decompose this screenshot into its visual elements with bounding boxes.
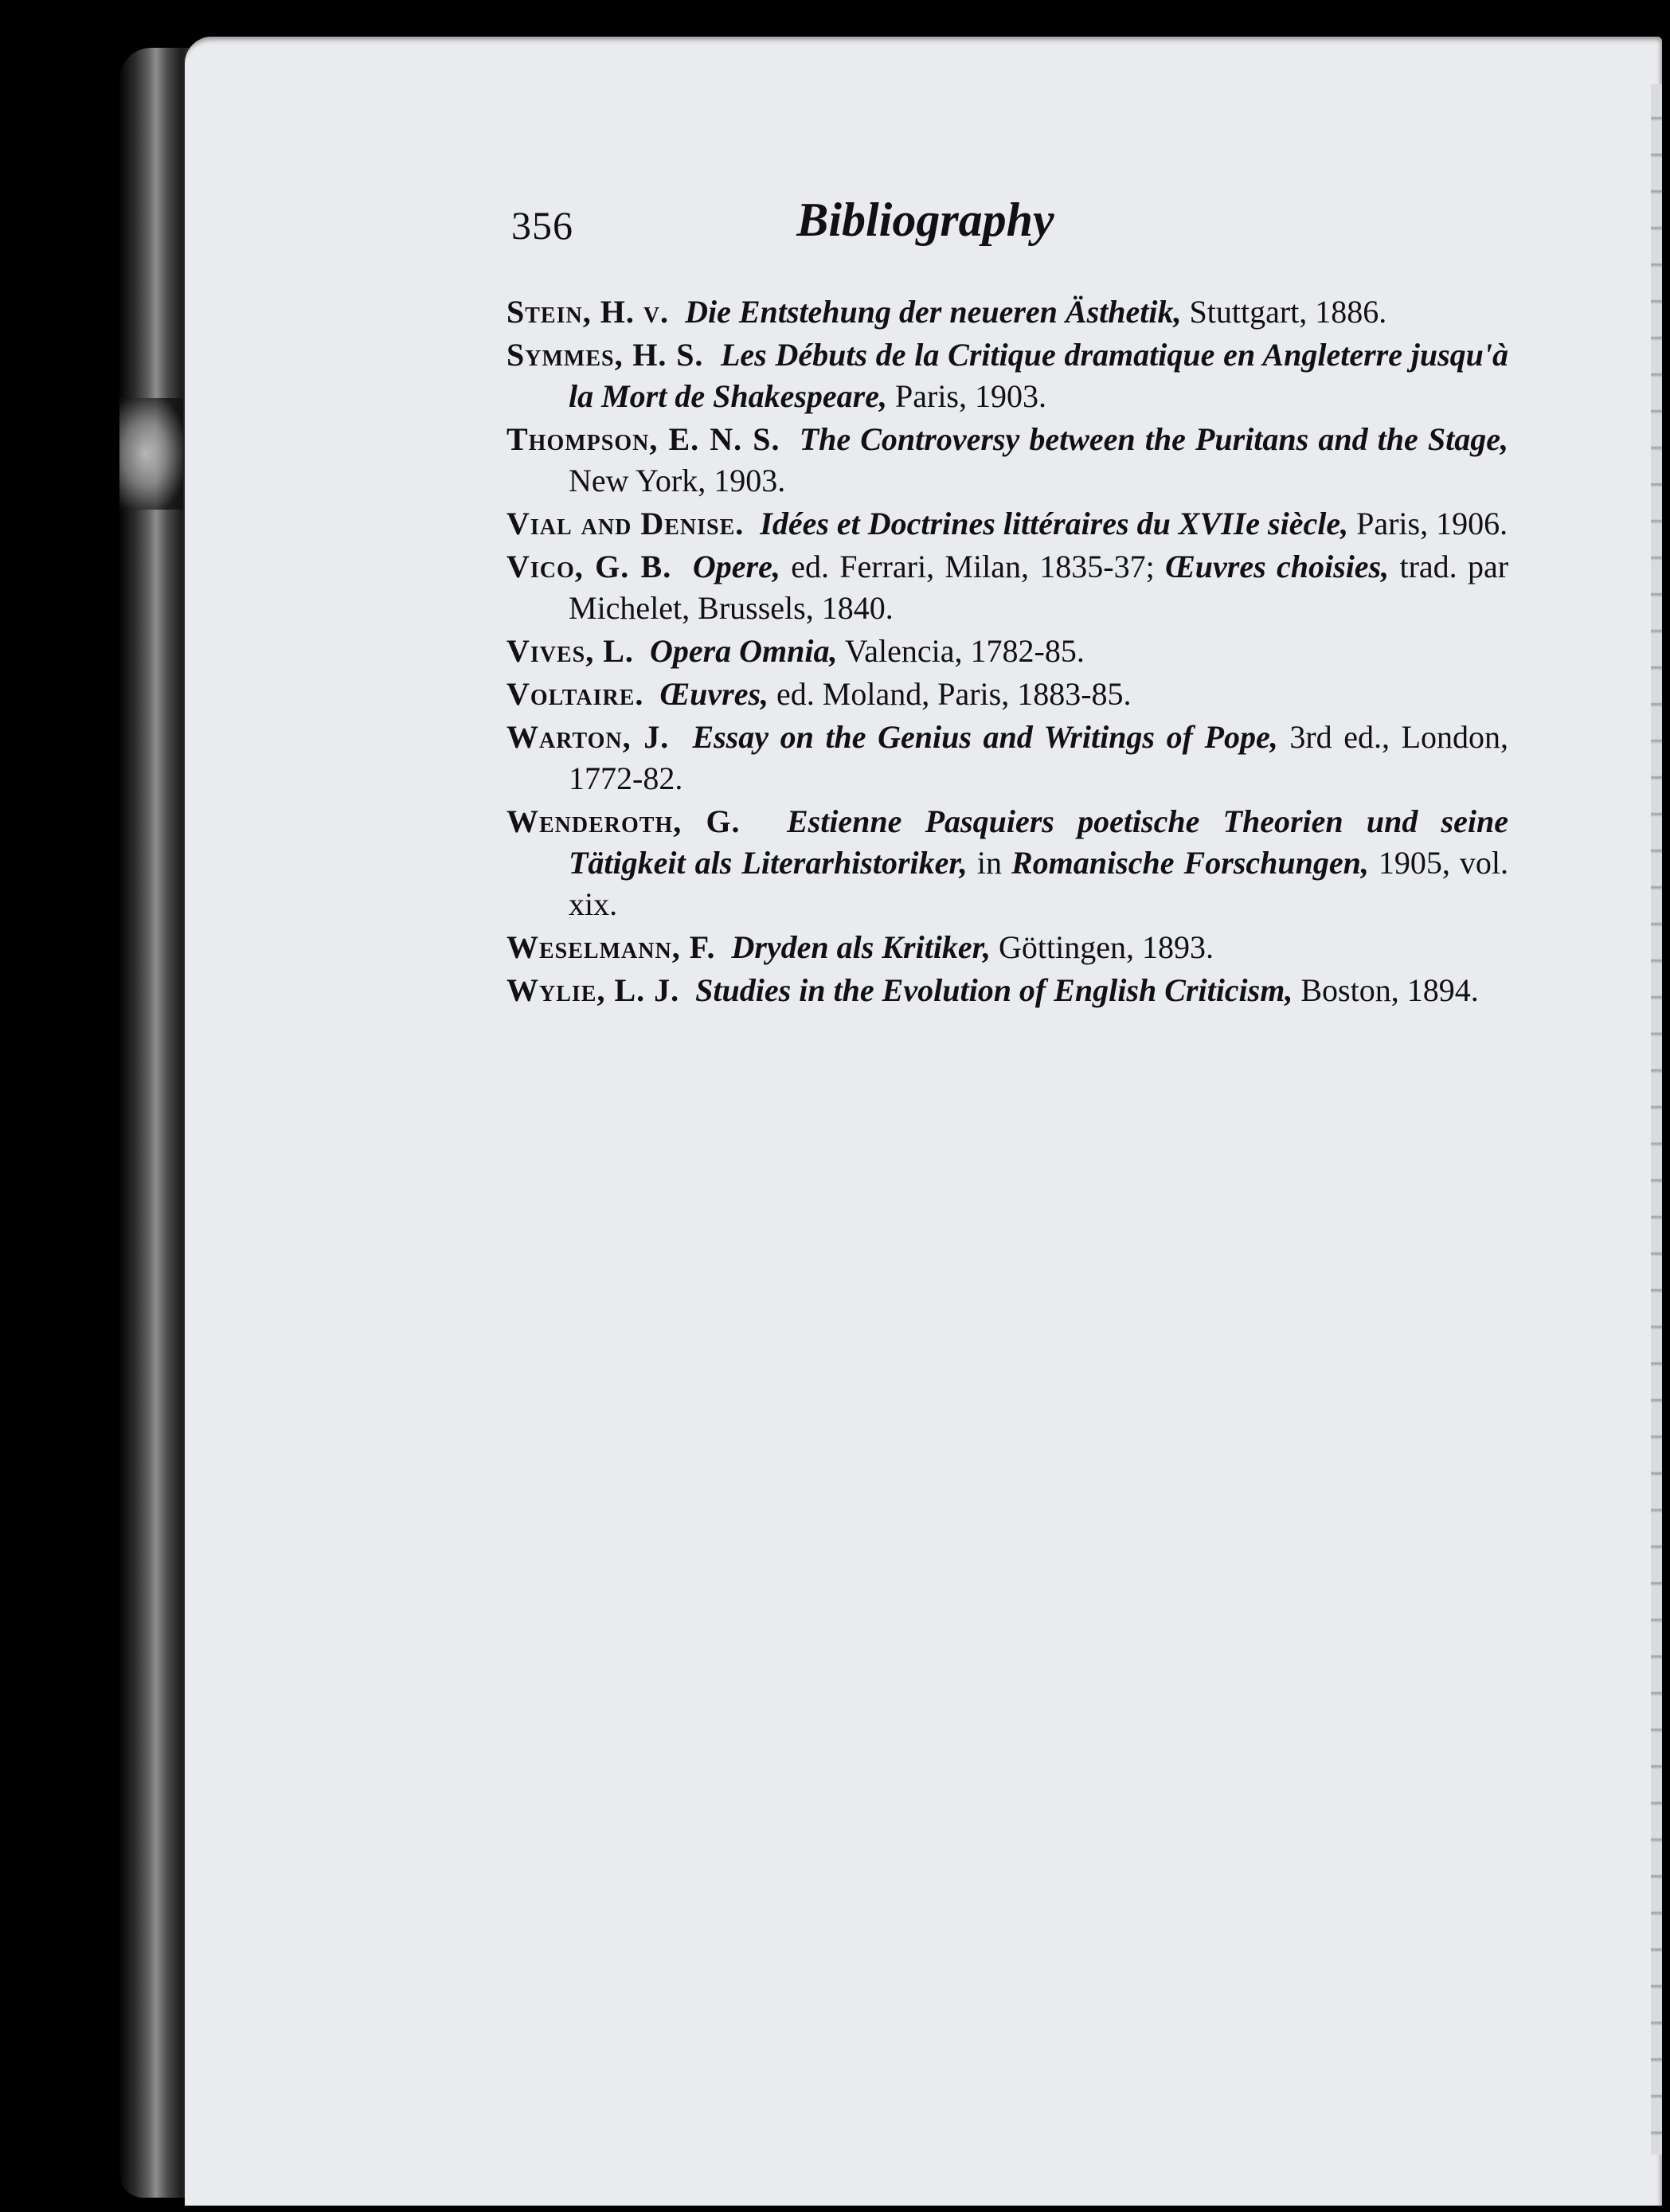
entry-author: Symmes, H. S. bbox=[506, 337, 704, 373]
entry-title: Dryden als Kritiker, bbox=[731, 929, 991, 965]
entry-title: Estienne Pasquiers poetische Theorien und seine Tätigkeit als Literarhistoriker, bbox=[569, 803, 1508, 881]
entry-title: Idées et Doctrines littéraires du XVIIe siècle, bbox=[760, 506, 1349, 541]
entry-publication: ed. Moland, Paris, 1883-85. bbox=[776, 676, 1132, 712]
entry-title: Les Débuts de la Critique dramatique en Angleterre jusqu'à la Mort de Shakespeare, bbox=[569, 337, 1509, 414]
entry-publication: Göttingen, 1893. bbox=[999, 929, 1214, 965]
bibliography-entry bbox=[506, 503, 1508, 545]
page-header bbox=[328, 193, 1523, 264]
bibliography-entry bbox=[506, 631, 1508, 672]
entry-author: Thompson, E. N. S. bbox=[506, 421, 780, 457]
entry-publication: ed. Ferrari, Milan, 1835-37; bbox=[791, 549, 1155, 584]
bibliography-entry bbox=[506, 674, 1508, 715]
entry-publication: New York, 1903. bbox=[569, 463, 786, 498]
entry-author: Warton, J. bbox=[506, 719, 670, 755]
entry-title-secondary: Œuvres choisies, bbox=[1165, 549, 1390, 584]
entry-title: Die Entstehung der neueren Ästhetik, bbox=[685, 294, 1182, 330]
entry-title: Opera Omnia, bbox=[649, 633, 838, 669]
bibliography-entry bbox=[506, 717, 1508, 799]
entry-author: Vico, G. B. bbox=[506, 549, 672, 584]
page-edge bbox=[1651, 84, 1662, 2155]
entry-author: Wylie, L. J. bbox=[506, 972, 680, 1008]
entry-publication-secondary: 1905, vol. xix. bbox=[569, 845, 1509, 922]
entry-publication: in bbox=[976, 845, 1002, 881]
entry-publication: Boston, 1894. bbox=[1300, 972, 1479, 1008]
entry-publication-secondary: trad. par Michelet, Brussels, 1840. bbox=[569, 549, 1509, 626]
bibliography-entry bbox=[506, 546, 1508, 629]
entry-title: Opere, bbox=[692, 549, 780, 584]
entry-author: Wenderoth, G. bbox=[506, 803, 741, 839]
entry-author: Vives, L. bbox=[506, 633, 634, 669]
bibliography-entry bbox=[506, 970, 1508, 1011]
entry-author: Vial and Denise. bbox=[506, 506, 745, 541]
bibliography-entry bbox=[506, 801, 1508, 925]
entry-title: Essay on the Genius and Writings of Pope, bbox=[692, 719, 1278, 755]
bibliography-list bbox=[506, 291, 1508, 1013]
running-title: Bibliography bbox=[796, 193, 1054, 246]
bibliography-entry bbox=[506, 419, 1508, 502]
entry-publication: 3rd ed., London, 1772-82. bbox=[569, 719, 1509, 796]
entry-publication: Paris, 1906. bbox=[1356, 506, 1508, 541]
entry-title: Studies in the Evolution of English Criticism, bbox=[695, 972, 1293, 1008]
entry-title-secondary: Romanische Forschungen, bbox=[1011, 845, 1369, 881]
spine-wear-mark bbox=[119, 398, 183, 510]
entry-author: Weselmann, F. bbox=[506, 929, 716, 965]
entry-publication: Paris, 1903. bbox=[895, 378, 1046, 414]
entry-publication: Stuttgart, 1886. bbox=[1189, 294, 1387, 330]
entry-title: The Controversy between the Puritans and the Stage, bbox=[799, 421, 1509, 457]
entry-title: Œuvres, bbox=[659, 676, 769, 712]
entry-author: Stein, H. v. bbox=[506, 294, 670, 330]
bibliography-entry bbox=[506, 334, 1508, 417]
entry-publication: Valencia, 1782-85. bbox=[844, 633, 1085, 669]
bibliography-entry bbox=[506, 291, 1508, 333]
book-spine bbox=[119, 48, 193, 2198]
bibliography-entry bbox=[506, 927, 1508, 968]
entry-author: Voltaire. bbox=[506, 676, 644, 712]
page-number: 356 bbox=[511, 203, 573, 248]
